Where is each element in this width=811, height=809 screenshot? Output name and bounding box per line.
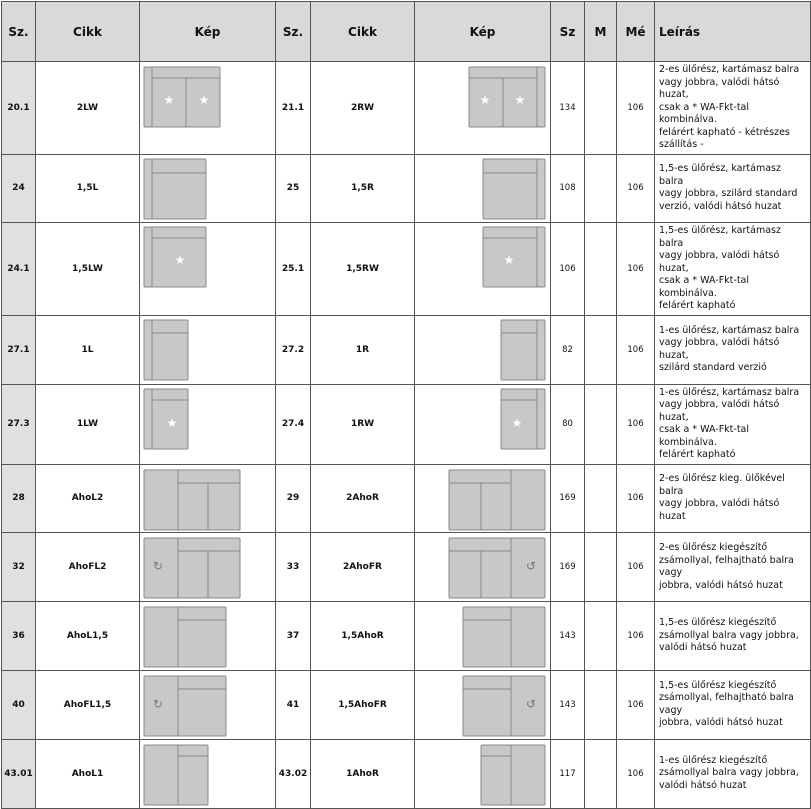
- sofa-cushion: [463, 607, 511, 620]
- table-row: [2, 62, 811, 155]
- sofa-cushion: [463, 676, 511, 689]
- recliner-arrow-icon: ↺: [525, 559, 537, 574]
- sofa-cushion: [483, 159, 537, 173]
- header-height: M: [585, 2, 617, 62]
- header-sz-right: Sz.: [276, 2, 311, 62]
- item-image-left: [140, 223, 276, 316]
- height-value: [585, 670, 617, 739]
- sofa-cushion: [483, 173, 537, 219]
- table-row: [2, 384, 811, 464]
- item-image-right: [415, 464, 551, 533]
- sofa-cushion: [144, 389, 152, 449]
- sofa-cushion: [481, 551, 511, 598]
- description-line: 1,5-es ülőrész, kartámasz balra: [659, 225, 781, 249]
- description-line: vagy jobbra, valódi hátsó huzat,: [659, 76, 780, 100]
- item-image-right: [415, 670, 551, 739]
- two-seat-chaise-right-icon: [415, 465, 551, 533]
- item-code-left: 1LW: [36, 384, 140, 464]
- height-value: [585, 602, 617, 671]
- sofa-cushion: [537, 320, 545, 380]
- item-code-right: 1R: [311, 315, 415, 384]
- width-value: 82: [551, 315, 585, 384]
- one-seat-left-armrest-star-icon: [140, 385, 276, 453]
- star-icon: ★: [514, 93, 526, 107]
- sofa-cushion: [501, 333, 537, 380]
- item-number-left: 27.1: [2, 315, 36, 384]
- width-value: 134: [551, 62, 585, 155]
- item-image-left: [140, 533, 276, 602]
- sofa-cushion: [152, 333, 188, 380]
- item-number-right: 21.1: [276, 62, 311, 155]
- item-code-right: 2AhoFR: [311, 533, 415, 602]
- sofa-cushion: [178, 607, 226, 620]
- sofa-cushion: [537, 227, 545, 287]
- description-line: 1,5-es ülőrész kiegészítő: [659, 617, 777, 629]
- description-line: 2-es ülőrész kieg. ülőkével balra: [659, 473, 785, 497]
- depth-value: 106: [617, 670, 655, 739]
- two-seat-chaise-left-recliner-icon: [140, 533, 276, 601]
- description-line: zsámollyal, felhajtható balra vagy: [659, 554, 794, 579]
- description-line: csak a * WA-Fkt-tal kombinálva.: [659, 101, 750, 125]
- sofa-cushion: [152, 320, 188, 333]
- item-number-right: 37: [276, 602, 311, 671]
- table-row: [2, 739, 811, 808]
- two-seat-chaise-right-recliner-icon: [415, 533, 551, 601]
- item-number-left: 32: [2, 533, 36, 602]
- description-line: 1-es ülőrész kiegészítő: [659, 754, 768, 766]
- item-code-right: 2RW: [311, 62, 415, 155]
- item-number-left: 20.1: [2, 62, 36, 155]
- star-icon: ★: [174, 253, 186, 268]
- recliner-arrow-icon: ↻: [152, 559, 164, 574]
- width-value: 169: [551, 464, 585, 533]
- description-cell: [655, 62, 811, 155]
- width-value: 117: [551, 739, 585, 808]
- item-code-right: 1,5RW: [311, 223, 415, 316]
- item-number-right: 43.02: [276, 739, 311, 808]
- two-seat-right-armrest-star-icon: [415, 62, 551, 130]
- sofa-cushion: [178, 620, 226, 667]
- item-code-right: 1,5AhoFR: [311, 670, 415, 739]
- item-image-right: [415, 602, 551, 671]
- one-seat-left-armrest-icon: [140, 316, 276, 384]
- description-line: csak a * WA-Fkt-tal kombinálva.: [659, 424, 750, 448]
- item-number-right: 25.1: [276, 223, 311, 316]
- description-line: jobbra, valódi hátsó huzat: [659, 717, 783, 729]
- item-number-right: 41: [276, 670, 311, 739]
- item-code-left: AhoL1: [36, 739, 140, 808]
- item-number-left: 27.3: [2, 384, 36, 464]
- description-cell: [655, 464, 811, 533]
- description-line: felárért kapható: [659, 300, 736, 312]
- description-cell: [655, 533, 811, 602]
- sofa-cushion: [178, 470, 240, 483]
- sofa-cushion: [152, 173, 206, 219]
- sofa-cushion: [463, 620, 511, 667]
- description-line: vagy jobbra, valódi hátsó huzat,: [659, 399, 780, 423]
- item-image-right: [415, 533, 551, 602]
- recliner-arrow-icon: ↻: [152, 696, 164, 711]
- description-cell: [655, 154, 811, 223]
- description-cell: [655, 739, 811, 808]
- table-row: [2, 154, 811, 223]
- item-code-left: 1,5LW: [36, 223, 140, 316]
- height-value: [585, 154, 617, 223]
- one-half-seat-left-armrest-icon: [140, 155, 276, 223]
- sofa-cushion: [178, 483, 208, 530]
- depth-value: 106: [617, 602, 655, 671]
- description-line: vagy jobbra, szilárd standard: [659, 188, 798, 200]
- header-description: Leírás: [655, 2, 811, 62]
- sofa-cushion: [449, 538, 511, 551]
- depth-value: 106: [617, 533, 655, 602]
- description-line: 1,5-es ülőrész, kartámasz balra: [659, 163, 781, 187]
- height-value: [585, 62, 617, 155]
- one-half-seat-chaise-left-icon: [140, 602, 276, 670]
- description-line: szilárd standard verzió: [659, 362, 767, 374]
- star-icon: ★: [198, 93, 210, 107]
- item-image-right: [415, 223, 551, 316]
- height-value: [585, 223, 617, 316]
- header-kep: Kép: [140, 2, 276, 62]
- item-number-right: 25: [276, 154, 311, 223]
- item-code-left: 1,5L: [36, 154, 140, 223]
- description-cell: [655, 602, 811, 671]
- item-image-right: [415, 384, 551, 464]
- width-value: 80: [551, 384, 585, 464]
- star-icon: ★: [479, 93, 491, 107]
- sofa-cushion: [501, 320, 537, 333]
- sofa-cushion: [144, 320, 152, 380]
- sofa-cushion: [178, 676, 226, 689]
- table-row: [2, 464, 811, 533]
- item-code-right: 1,5R: [311, 154, 415, 223]
- sofa-cushion: [178, 756, 208, 805]
- item-image-left: [140, 315, 276, 384]
- header-cikk: Cikk: [36, 2, 140, 62]
- sofa-cushion: [144, 745, 178, 805]
- width-value: 106: [551, 223, 585, 316]
- product-table: [1, 1, 811, 809]
- one-seat-chaise-left-icon: [140, 740, 276, 808]
- header-width: Sz: [551, 2, 585, 62]
- description-cell: [655, 384, 811, 464]
- header-sz: Sz.: [2, 2, 36, 62]
- width-value: 143: [551, 670, 585, 739]
- description-line: jobbra, valódi hátsó huzat: [659, 579, 783, 591]
- sofa-cushion: [208, 483, 240, 530]
- description-line: vagy jobbra, valódi hátsó huzat: [659, 498, 780, 522]
- one-seat-right-armrest-star-icon: [415, 385, 551, 453]
- table-row: [2, 533, 811, 602]
- sofa-cushion: [449, 483, 481, 530]
- table-row: [2, 602, 811, 671]
- item-number-left: 43.01: [2, 739, 36, 808]
- sofa-cushion: [144, 607, 178, 667]
- sofa-cushion: [144, 159, 152, 219]
- description-line: 1-es ülőrész, kartámasz balra: [659, 386, 800, 398]
- description-line: zsámollyal, felhajtható balra vagy: [659, 692, 794, 716]
- two-seat-left-armrest-star-icon: [140, 62, 276, 130]
- sofa-cushion: [481, 483, 511, 530]
- width-value: 143: [551, 602, 585, 671]
- description-line: 2-es ülőrész kiegészítő: [659, 542, 768, 554]
- depth-value: 106: [617, 384, 655, 464]
- width-value: 108: [551, 154, 585, 223]
- one-half-seat-chaise-right-recliner-icon: [415, 671, 551, 739]
- one-half-seat-chaise-right-icon: [415, 602, 551, 670]
- sofa-cushion: [511, 607, 545, 667]
- sofa-cushion: [463, 689, 511, 736]
- item-image-left: [140, 62, 276, 155]
- sofa-cushion: [481, 745, 511, 756]
- height-value: [585, 739, 617, 808]
- description-line: valódi hátsó huzat: [659, 642, 747, 654]
- item-code-right: 1RW: [311, 384, 415, 464]
- sofa-cushion: [469, 67, 537, 78]
- item-code-left: 2LW: [36, 62, 140, 155]
- sofa-cushion: [501, 389, 537, 400]
- sofa-cushion: [537, 67, 545, 127]
- sofa-cushion: [178, 551, 208, 598]
- sofa-cushion: [449, 551, 481, 598]
- item-code-left: AhoFL1,5: [36, 670, 140, 739]
- description-line: szállítás -: [659, 139, 704, 150]
- depth-value: 106: [617, 739, 655, 808]
- item-code-left: AhoFL2: [36, 533, 140, 602]
- sofa-cushion: [144, 470, 178, 530]
- header-cikk-right: Cikk: [311, 2, 415, 62]
- description-line: 1-es ülőrész, kartámasz balra: [659, 324, 800, 336]
- sofa-cushion: [537, 389, 545, 449]
- item-number-left: 40: [2, 670, 36, 739]
- description-line: zsámollyal balra vagy jobbra,: [659, 767, 799, 779]
- item-image-left: [140, 154, 276, 223]
- one-half-seat-right-armrest-star-icon: [415, 223, 551, 291]
- description-line: 1,5-es ülőrész kiegészítő: [659, 679, 777, 691]
- item-image-right: [415, 315, 551, 384]
- depth-value: 106: [617, 154, 655, 223]
- one-half-seat-right-armrest-icon: [415, 155, 551, 223]
- description-line: valódi hátsó huzat: [659, 779, 747, 791]
- description-line: felárért kapható - kétrészes: [659, 126, 790, 138]
- item-image-right: [415, 62, 551, 155]
- header-kep-right: Kép: [415, 2, 551, 62]
- depth-value: 106: [617, 223, 655, 316]
- sofa-cushion: [152, 227, 206, 238]
- star-icon: ★: [166, 415, 178, 430]
- item-image-left: [140, 602, 276, 671]
- item-number-right: 27.4: [276, 384, 311, 464]
- sofa-cushion: [152, 159, 206, 173]
- one-half-seat-left-armrest-star-icon: [140, 223, 276, 291]
- sofa-cushion: [144, 227, 152, 287]
- item-image-right: [415, 739, 551, 808]
- description-line: verzió, valódi hátsó huzat: [659, 200, 782, 212]
- item-code-right: 2AhoR: [311, 464, 415, 533]
- sofa-cushion: [152, 389, 188, 400]
- depth-value: 106: [617, 464, 655, 533]
- description-line: vagy jobbra, valódi hátsó huzat,: [659, 337, 780, 361]
- description-line: vagy jobbra, valódi hátsó huzat,: [659, 250, 780, 274]
- item-number-left: 24: [2, 154, 36, 223]
- sofa-cushion: [483, 227, 537, 238]
- one-seat-chaise-right-icon: [415, 740, 551, 808]
- item-image-left: [140, 464, 276, 533]
- description-cell: [655, 223, 811, 316]
- sofa-cushion: [144, 67, 152, 127]
- height-value: [585, 315, 617, 384]
- two-seat-chaise-left-icon: [140, 465, 276, 533]
- recliner-arrow-icon: ↺: [525, 696, 537, 711]
- depth-value: 106: [617, 62, 655, 155]
- sofa-cushion: [208, 551, 240, 598]
- sofa-cushion: [178, 689, 226, 736]
- table-row: [2, 315, 811, 384]
- item-number-right: 27.2: [276, 315, 311, 384]
- item-code-right: 1,5AhoR: [311, 602, 415, 671]
- sofa-cushion: [511, 745, 545, 805]
- table-row: [2, 223, 811, 316]
- item-number-right: 29: [276, 464, 311, 533]
- sofa-cushion: [152, 67, 220, 78]
- item-image-left: [140, 739, 276, 808]
- one-half-seat-chaise-left-recliner-icon: [140, 671, 276, 739]
- sofa-cushion: [449, 470, 511, 483]
- header-depth: Mé: [617, 2, 655, 62]
- height-value: [585, 533, 617, 602]
- item-image-right: [415, 154, 551, 223]
- item-image-left: [140, 384, 276, 464]
- sofa-cushion: [178, 538, 240, 551]
- height-value: [585, 384, 617, 464]
- item-code-left: 1L: [36, 315, 140, 384]
- star-icon: ★: [503, 253, 515, 268]
- height-value: [585, 464, 617, 533]
- sofa-cushion: [537, 159, 545, 219]
- item-code-left: AhoL1,5: [36, 602, 140, 671]
- sofa-cushion: [481, 756, 511, 805]
- table-row: [2, 670, 811, 739]
- description-line: felárért kapható: [659, 449, 736, 461]
- star-icon: ★: [163, 93, 175, 107]
- star-icon: ★: [511, 415, 523, 430]
- one-seat-right-armrest-icon: [415, 316, 551, 384]
- width-value: 169: [551, 533, 585, 602]
- item-image-left: [140, 670, 276, 739]
- item-number-left: 28: [2, 464, 36, 533]
- item-code-right: 1AhoR: [311, 739, 415, 808]
- description-line: zsámollyal balra vagy jobbra,: [659, 629, 799, 641]
- header-row: [2, 2, 811, 62]
- item-code-left: AhoL2: [36, 464, 140, 533]
- depth-value: 106: [617, 315, 655, 384]
- description-line: csak a * WA-Fkt-tal kombinálva.: [659, 275, 750, 299]
- item-number-right: 33: [276, 533, 311, 602]
- description-cell: [655, 315, 811, 384]
- item-number-left: 36: [2, 602, 36, 671]
- description-line: 2-es ülőrész, kartámasz balra: [659, 64, 800, 75]
- sofa-cushion: [511, 470, 545, 530]
- sofa-cushion: [178, 745, 208, 756]
- item-number-left: 24.1: [2, 223, 36, 316]
- description-cell: [655, 670, 811, 739]
